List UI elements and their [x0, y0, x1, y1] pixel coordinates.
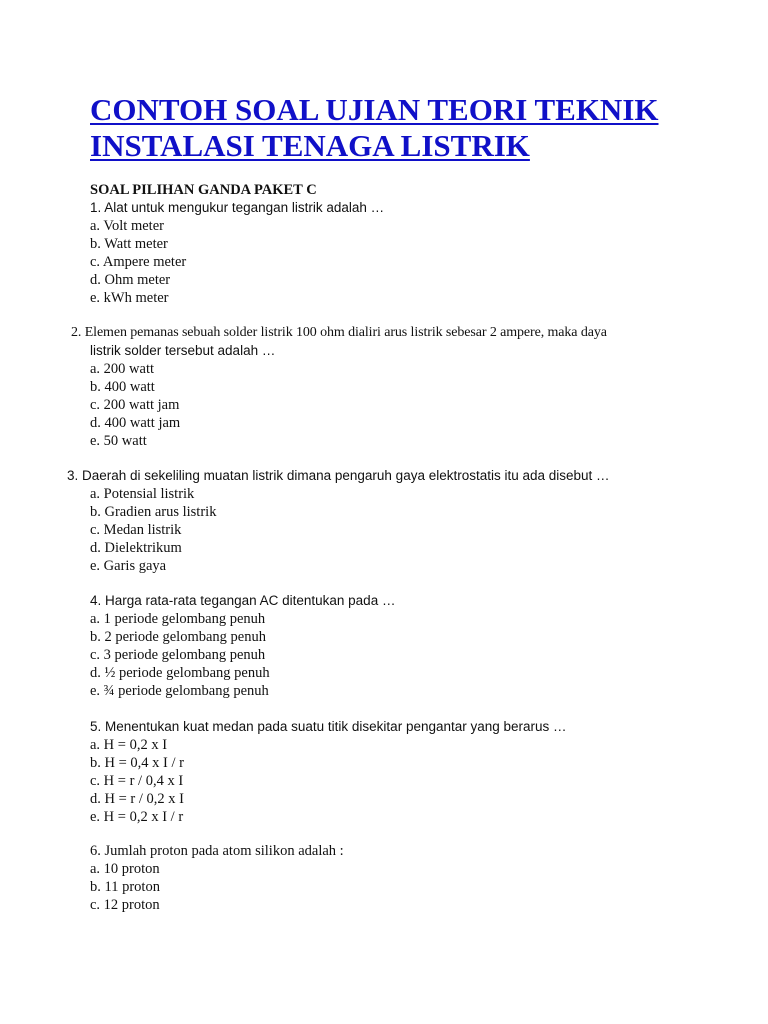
question-3-option-d: d. Dielektrikum: [90, 540, 182, 556]
question-2-option-b: b. 400 watt: [90, 379, 155, 395]
question-4-option-c: c. 3 periode gelombang penuh: [90, 647, 266, 663]
section-heading: SOAL PILIHAN GANDA PAKET C: [90, 182, 317, 198]
question-3-option-b: b. Gradien arus listrik: [90, 504, 217, 520]
question-5: [90, 718, 567, 826]
question-6-option-a: a. 10 proton: [90, 861, 160, 877]
question-5-option-b: b. H = 0,4 x I / r: [90, 755, 184, 771]
question-3-text: 3. Daerah di sekeliling muatan listrik dimana pengaruh gaya elektrostatis itu ada disebut …: [67, 468, 610, 483]
question-2-option-a: a. 200 watt: [90, 361, 155, 377]
question-1-option-a: a. Volt meter: [90, 218, 164, 234]
question-4: [90, 592, 395, 700]
question-6-option-c: c. 12 proton: [90, 897, 160, 913]
question-1-option-d: d. Ohm meter: [90, 272, 171, 288]
question-2-option-e: e. 50 watt: [90, 433, 147, 449]
question-1: [90, 199, 384, 307]
question-1-option-c: c. Ampere meter: [90, 254, 187, 270]
question-5-option-e: e. H = 0,2 x I / r: [90, 809, 184, 825]
question-5-option-d: d. H = r / 0,2 x I: [90, 791, 184, 807]
question-5-option-c: c. H = r / 0,4 x I: [90, 773, 184, 789]
question-2-option-c: c. 200 watt jam: [90, 397, 180, 413]
question-4-option-d: d. ½ periode gelombang penuh: [90, 665, 270, 681]
question-6-option-b: b. 11 proton: [90, 879, 160, 895]
question-4-option-e: e. ¾ periode gelombang penuh: [90, 683, 269, 699]
question-4-text: 4. Harga rata-rata tegangan AC ditentukan pada …: [90, 593, 396, 608]
question-3-option-c: c. Medan listrik: [90, 522, 182, 538]
question-1-option-e: e. kWh meter: [90, 290, 169, 306]
question-3-option-a: a. Potensial listrik: [90, 486, 195, 502]
question-2-text-continued: listrik solder tersebut adalah …: [90, 343, 276, 358]
question-2-option-d: d. 400 watt jam: [90, 415, 181, 431]
question-2-text: 2. Elemen pemanas sebuah solder listrik 100 ohm dialiri arus listrik sebesar 2 ampere, maka daya: [71, 325, 607, 340]
page-title[interactable]: [90, 92, 730, 164]
question-5-option-a: a. H = 0,2 x I: [90, 737, 168, 753]
question-1-text: 1. Alat untuk mengukur tegangan listrik adalah …: [90, 200, 385, 215]
question-4-option-b: b. 2 periode gelombang penuh: [90, 629, 266, 645]
question-6: [90, 842, 344, 914]
title-line-1[interactable]: CONTOH SOAL UJIAN TEORI TEKNIK: [90, 92, 659, 127]
question-6-text: 6. Jumlah proton pada atom silikon adalah :: [90, 843, 344, 859]
question-3-option-e: e. Garis gaya: [90, 558, 167, 574]
question-2: [71, 324, 607, 450]
question-5-text: 5. Menentukan kuat medan pada suatu titik disekitar pengantar yang berarus …: [90, 719, 567, 734]
title-line-2[interactable]: INSTALASI TENAGA LISTRIK: [90, 128, 530, 163]
question-3: [67, 467, 610, 575]
question-4-option-a: a. 1 periode gelombang penuh: [90, 611, 266, 627]
question-1-option-b: b. Watt meter: [90, 236, 168, 252]
